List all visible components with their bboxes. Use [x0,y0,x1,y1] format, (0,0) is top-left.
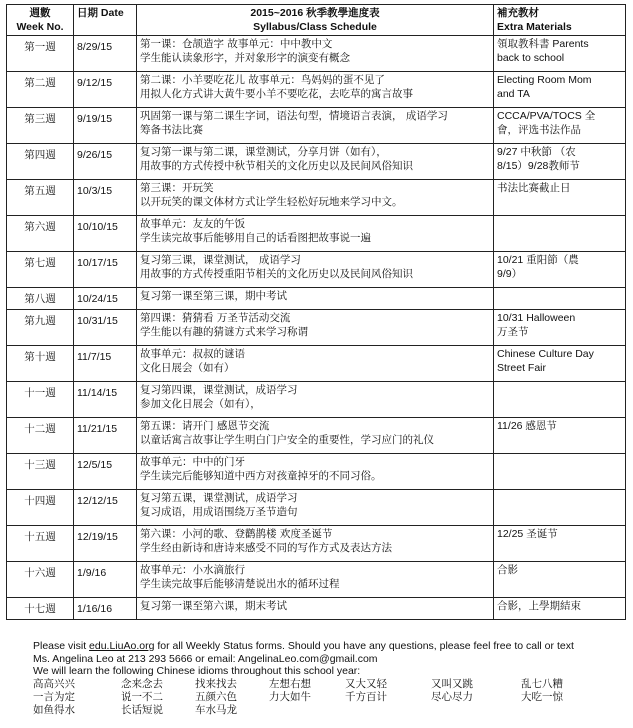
table-row [7,252,626,288]
schedule-cell: 第四课：猜猜看 万圣节活动交流 学生能以有趣的猜谜方式来学习称谓 [137,310,494,346]
schedule-cell: 故事单元：小水滴旅行 学生读完故事后能够清楚说出水的循环过程 [137,562,494,598]
date-cell: 11/7/15 [74,346,137,382]
table-row [7,180,626,216]
extra-cell: 10/31 Halloween 万圣节 [494,310,626,346]
extra-cell: Chinese Culture Day Street Fair [494,346,626,382]
extra-cell: CCCA/PVA/TOCS 全 會，评选书法作品 [494,108,626,144]
extra-cell: Electing Room Mom and TA [494,72,626,108]
footer-notes [33,640,628,717]
schedule-cell: 复习第五课，课堂测试，成语学习 复习成语，用成语围绕万圣节造句 [137,490,494,526]
header-date: 日期 Date [74,5,137,36]
table-row [7,346,626,382]
idiom-item: 如鱼得水 [33,703,75,716]
schedule-cell: 第六课：小河的歌、登鹳鹊楼 欢度圣诞节 学生经由新诗和唐诗来感受不同的写作方式及表达方法 [137,526,494,562]
date-cell: 10/10/15 [74,216,137,252]
extra-cell [494,288,626,310]
week-cell: 第九週 [7,310,74,346]
extra-cell: 12/25 圣诞节 [494,526,626,562]
extra-cell: 10/21 重阳節（農 9/9） [494,252,626,288]
idiom-item: 车水马龙 [195,703,237,716]
week-cell: 十六週 [7,562,74,598]
schedule-cell: 复习第一课至第三课，期中考试 [137,288,494,310]
idiom-item: 乱七八糟 [521,677,563,690]
week-cell: 十五週 [7,526,74,562]
table-row [7,108,626,144]
table-row [7,36,626,72]
date-cell: 10/24/15 [74,288,137,310]
idiom-item: 又叫又跳 [431,677,473,690]
extra-cell: 領取教科書 Parents back to school [494,36,626,72]
week-cell: 第四週 [7,144,74,180]
idiom-item: 念来念去 [121,677,163,690]
date-cell: 10/3/15 [74,180,137,216]
date-cell: 9/19/15 [74,108,137,144]
week-cell: 第二週 [7,72,74,108]
idiom-item: 说一不二 [121,690,163,703]
schedule-cell: 复习第三课，课堂测试， 成语学习 用故事的方式传授重阳节相关的文化历史以及民间风俗知识 [137,252,494,288]
week-cell: 十四週 [7,490,74,526]
week-cell: 第十週 [7,346,74,382]
table-row [7,418,626,454]
table-row [7,598,626,620]
table-row [7,288,626,310]
schedule-cell: 故事单元：友友的午饭 学生读完故事后能够用自己的话看图把故事说一遍 [137,216,494,252]
table-row [7,382,626,418]
extra-cell: 11/26 感恩节 [494,418,626,454]
week-cell: 第一週 [7,36,74,72]
footer-line-3: We will learn the following Chinese idioms throughout this school year: [33,665,361,677]
schedule-cell: 故事单元：叔叔的谜语 文化日展会（如有） [137,346,494,382]
extra-cell: 9/27 中秋節 （农 8/15）9/28教师节 [494,144,626,180]
extra-cell [494,382,626,418]
date-cell: 1/9/16 [74,562,137,598]
week-cell: 第八週 [7,288,74,310]
date-cell: 12/5/15 [74,454,137,490]
schedule-cell: 第五课：请开门 感恩节交流 以童话寓言故事让学生明白门户安全的重要性，学习应门的礼仪 [137,418,494,454]
date-cell: 12/19/15 [74,526,137,562]
date-cell: 10/31/15 [74,310,137,346]
header-schedule: 2015~2016 秋季教學進度表 Syllabus/Class Schedule [137,5,494,36]
schedule-table [6,4,626,620]
date-cell: 10/17/15 [74,252,137,288]
table-row [7,454,626,490]
date-cell: 11/21/15 [74,418,137,454]
idiom-list [33,678,628,717]
idiom-item: 千方百计 [345,690,387,703]
idiom-item: 找来找去 [195,677,237,690]
idiom-item: 长话短说 [121,703,163,716]
extra-cell: 合影，上學期結束 [494,598,626,620]
schedule-cell: 故事单元：中中的门牙 学生读完后能够知道中西方对孩童掉牙的不同习俗。 [137,454,494,490]
footer-line-2: Ms. Angelina Leo at 213 293 5666 or email: AngelinaLeo.com@gmail.com [33,652,378,665]
table-row [7,490,626,526]
table-row [7,216,626,252]
week-cell: 第三週 [7,108,74,144]
header-week: 週數 Week No. [7,5,74,36]
table-row [7,526,626,562]
schedule-cell: 第一课：仓颉造字 故事单元：中中教中文 学生能认读象形字，并对象形字的演变有概念 [137,36,494,72]
week-cell: 十二週 [7,418,74,454]
table-row [7,72,626,108]
footer-line-1: Please visit edu.LiuAo.org for all Weekly Status forms. Should you have any questions, please feel free to call or text [33,640,574,652]
schedule-cell: 复习第一课至第六课，期末考试 [137,598,494,620]
idiom-item: 一言为定 [33,690,75,703]
website-link[interactable]: edu.LiuAo.org [89,640,155,652]
date-cell: 8/29/15 [74,36,137,72]
date-cell: 11/14/15 [74,382,137,418]
extra-cell [494,490,626,526]
schedule-sheet [6,4,626,620]
date-cell: 9/12/15 [74,72,137,108]
table-row [7,562,626,598]
extra-cell [494,454,626,490]
date-cell: 1/16/16 [74,598,137,620]
week-cell: 第六週 [7,216,74,252]
idiom-item: 大吃一惊 [521,690,563,703]
header-extra-materials: 補充教材 Extra Materials [494,5,626,36]
extra-cell [494,216,626,252]
schedule-cell: 第三课：开玩笑 以开玩笑的课文体材方式让学生轻松好玩地来学习中文。 [137,180,494,216]
idiom-item: 高高兴兴 [33,677,75,690]
schedule-cell: 复习第一课与第二课，课堂测试，分享月饼（如有）， 用故事的方式传授中秋节相关的文化历史以及民间风俗知识 [137,144,494,180]
idiom-item: 五颜六色 [195,690,237,703]
idiom-item: 尽心尽力 [431,690,473,703]
schedule-cell: 复习第四课，课堂测试，成语学习 参加文化日展会（如有）， [137,382,494,418]
idiom-item: 力大如牛 [269,690,311,703]
table-header-row [7,5,626,36]
week-cell: 十七週 [7,598,74,620]
schedule-cell: 巩固第一课与第二课生字词，语法句型，情境语言表演， 成语学习 筹备书法比赛 [137,108,494,144]
schedule-rows [7,36,626,620]
idiom-item: 左想右想 [269,677,311,690]
week-cell: 第七週 [7,252,74,288]
week-cell: 第五週 [7,180,74,216]
week-cell: 十三週 [7,454,74,490]
table-row [7,144,626,180]
table-row [7,310,626,346]
extra-cell: 合影 [494,562,626,598]
date-cell: 12/12/15 [74,490,137,526]
extra-cell: 书法比赛截止日 [494,180,626,216]
date-cell: 9/26/15 [74,144,137,180]
week-cell: 十一週 [7,382,74,418]
schedule-cell: 第二课：小羊要吃花儿 故事单元：鸟妈妈的蛋不见了 用拟人化方式讲大黄牛要小羊不要吃花，去吃草的寓言故事 [137,72,494,108]
idiom-item: 又大又轻 [345,677,387,690]
